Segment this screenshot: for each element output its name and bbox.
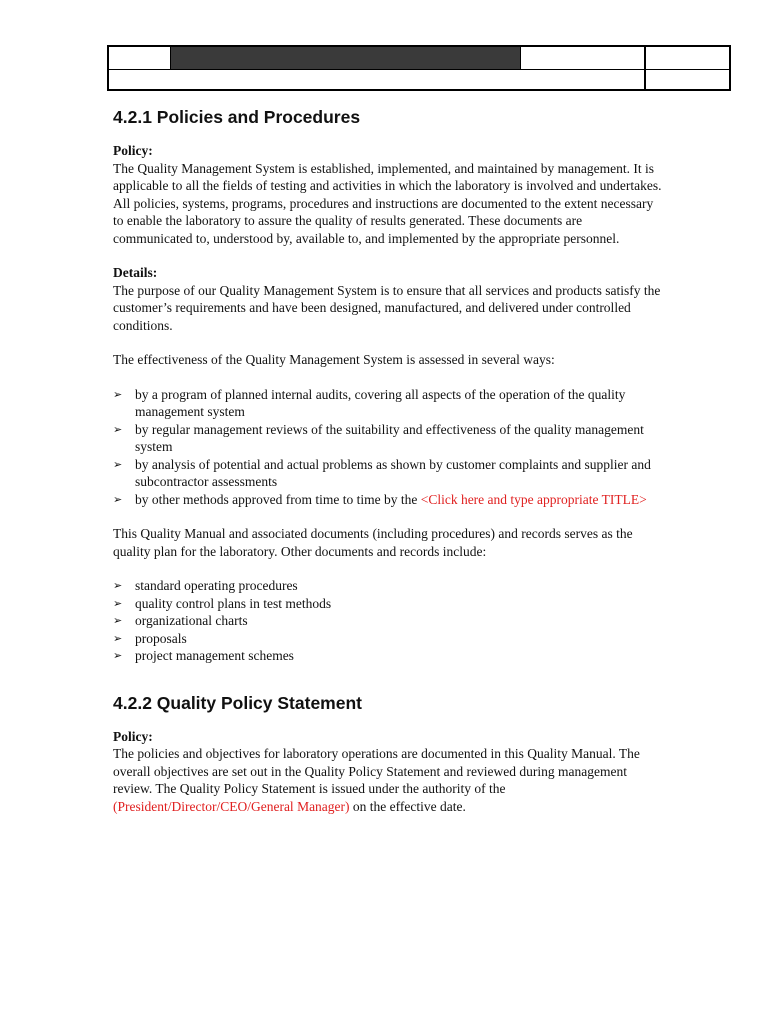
arrow-bullet-icon: ➢ [113,614,123,627]
policy-paragraph [113,142,663,247]
list-item: ➢ by analysis of potential and actual problems as shown by customer complaints and supplier and subcontractor assessments [113,456,651,489]
authority-placeholder-field[interactable]: (President/Director/CEO/General Manager) [113,798,350,814]
details-text: The purpose of our Quality Management System is to ensure that all services and products satisfy the customer’s requirements and have been designed, manufactured, and delivered under controlled conditions. [113,282,661,333]
details-paragraph [113,264,663,334]
policy-label: Policy: [113,728,153,744]
header-divider [520,47,521,69]
arrow-bullet-icon: ➢ [113,422,123,436]
arrow-bullet-icon: ➢ [113,596,123,610]
list-item: ➢ project management schemes [113,648,294,663]
list-item: ➢ proposals [113,630,187,646]
list-item: ➢ by a program of planned internal audits, covering all aspects of the operation of the quality management system [113,386,626,419]
list-item: ➢ by regular management reviews of the suitability and effectiveness of the quality management system [113,421,644,454]
list-item: ➢ standard operating procedures [113,578,298,593]
arrow-bullet-icon: ➢ [113,457,123,471]
header-title-cell [171,47,520,69]
document-body [113,106,663,815]
arrow-bullet-icon: ➢ [113,387,123,401]
details-label: Details: [113,265,158,280]
arrow-bullet-icon: ➢ [113,649,123,662]
section-heading-policies: 4.2.1 Policies and Procedures [113,107,361,127]
effectiveness-intro: The effectiveness of the Quality Management System is assessed in several ways: [113,352,555,367]
quality-policy-paragraph: Policy: The policies and objectives for laboratory operations are documented in this Quality Manual. The overall objectives are set out in the Quality Policy Statement and reviewed during management review. The Quality Policy Statement is issued under the authority of the (President/Director/CEO/General Manager) on the effective date. [113,728,640,814]
policy-label: Policy: [113,143,153,158]
arrow-bullet-icon: ➢ [113,579,123,592]
quality-plan-paragraph: This Quality Manual and associated documents (including procedures) and records serves as the quality plan for the laboratory. Other documents and records include: [113,526,633,559]
arrow-bullet-icon: ➢ [113,492,123,506]
arrow-bullet-icon: ➢ [113,631,123,645]
policy-text: The Quality Management System is established, implemented, and maintained by management. It is applicable to all the fields of testing and activities in which the laboratory is involved and undertakes. All policies, systems, programs, procedures and instructions are documented to the extent necessary to enable the laboratory to assure the quality of results generated. These documents are communicated to, understood by, available to, and implemented by the appropriate personnel. [113,160,662,246]
list-item: ➢ by other methods approved from time to time by the <Click here and type appropriate TITLE> [113,491,647,507]
section-heading-quality-policy: 4.2.2 Quality Policy Statement [113,692,362,713]
effectiveness-list [113,386,663,509]
list-item: ➢ organizational charts [113,613,248,628]
documents-list [113,577,663,665]
document-header-table [107,45,731,91]
header-row-divider [109,69,729,70]
title-placeholder-field[interactable]: <Click here and type appropriate TITLE> [420,491,647,507]
list-item: ➢ quality control plans in test methods [113,595,332,611]
